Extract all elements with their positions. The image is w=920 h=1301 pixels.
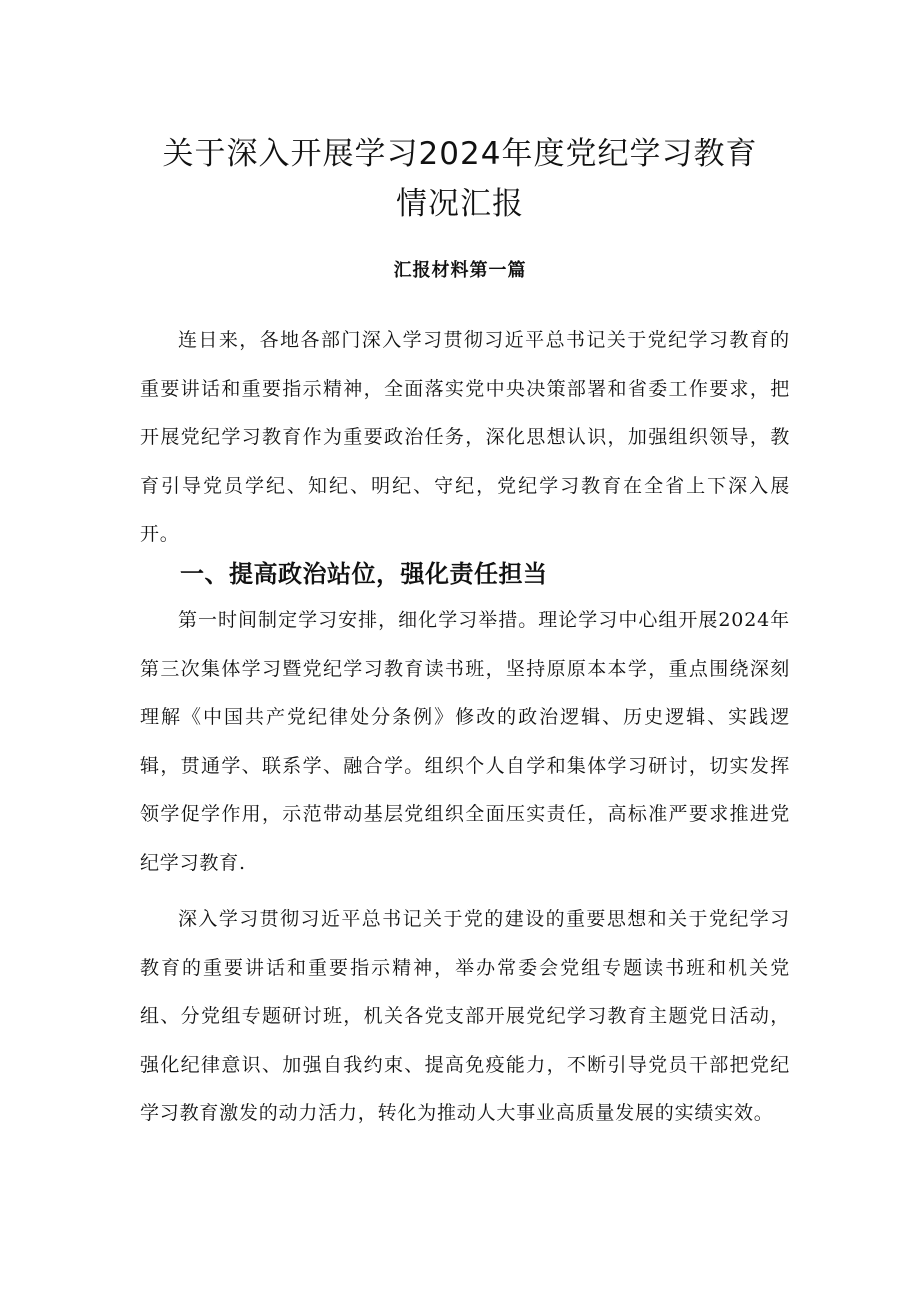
title-line-1: 关于深入开展学习2024年度党纪学习教育 bbox=[162, 135, 758, 172]
title-line-2: 情况汇报 bbox=[396, 185, 524, 222]
section-heading-1: 一、提高政治站位，强化责任担当 bbox=[180, 559, 548, 588]
document-title bbox=[0, 129, 920, 229]
paragraph-section1-b: 深入学习贯彻习近平总书记关于党的建设的重要思想和关于党纪学习教育的重要讲话和重要指示精神，举办常委会党组专题读书班和机关党组、分党组专题研讨班，机关各党支部开展党纪学习教育主题党日活动，强化纪律意识、加强自我约束、提高免疫能力，不断引导党员干部把党纪学习教育激发的动力活力，转化为推动人大事业高质量发展的实绩实效。 bbox=[140, 908, 790, 1124]
document-subtitle: 汇报材料第一篇 bbox=[393, 260, 527, 281]
paragraph-intro: 连日来，各地各部门深入学习贯彻习近平总书记关于党纪学习教育的重要讲话和重要指示精神，全面落实党中央决策部署和省委工作要求，把开展党纪学习教育作为重要政治任务，深化思想认识，加强组织领导，教育引导党员学纪、知纪、明纪、守纪，党纪学习教育在全省上下深入展开。 bbox=[140, 329, 790, 545]
paragraph-section1-a: 第一时间制定学习安排，细化学习举措。理论学习中心组开展2024年第三次集体学习暨党纪学习教育读书班，坚持原原本本学，重点围绕深刻理解《中国共产党纪律处分条例》修改的政治逻辑、历史逻辑、实践逻辑，贯通学、联系学、融合学。组织个人自学和集体学习研讨，切实发挥领学促学作用，示范带动基层党组织全面压实责任，高标准严要求推进党纪学习教育. bbox=[140, 609, 790, 874]
